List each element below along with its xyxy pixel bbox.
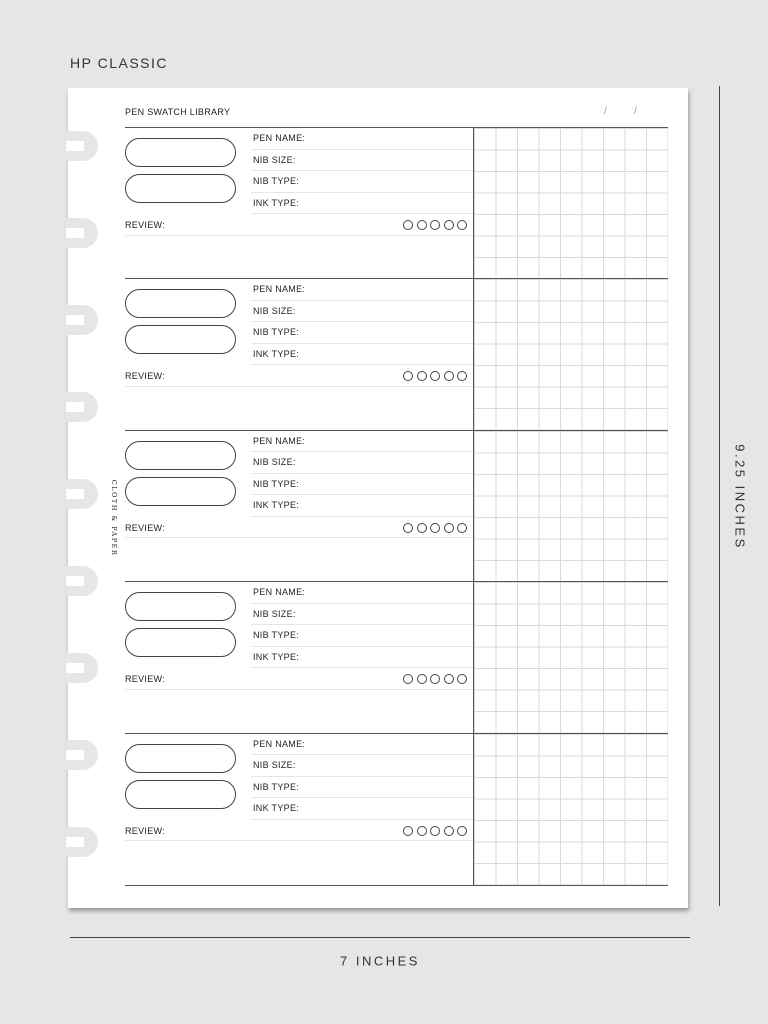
pen-name-field[interactable]: [251, 734, 473, 756]
nib-size-field[interactable]: [251, 755, 473, 777]
ink-type-label: INK TYPE:: [253, 651, 300, 662]
rating-circle[interactable]: [403, 220, 413, 230]
nib-type-label: NIB TYPE:: [253, 781, 300, 792]
ink-swatch-box[interactable]: [125, 780, 236, 809]
nib-size-label: NIB SIZE:: [253, 457, 296, 468]
rating-circle[interactable]: [457, 523, 467, 533]
nib-size-field[interactable]: [251, 604, 473, 626]
ink-type-label: INK TYPE:: [253, 197, 300, 208]
pen-name-label: PEN NAME:: [253, 284, 306, 295]
variant-label: HP CLASSIC: [70, 55, 168, 71]
rating-circle[interactable]: [403, 523, 413, 533]
ink-type-label: INK TYPE:: [253, 500, 300, 511]
nib-type-field[interactable]: [251, 625, 473, 647]
nib-size-label: NIB SIZE:: [253, 760, 296, 771]
ink-type-label: INK TYPE:: [253, 348, 300, 359]
ring-hole: [66, 131, 98, 161]
rating-circle[interactable]: [430, 674, 440, 684]
ink-swatch-box[interactable]: [125, 138, 236, 167]
ink-type-label: INK TYPE:: [253, 803, 300, 814]
review-label: REVIEW:: [125, 371, 165, 382]
rating-circle[interactable]: [403, 674, 413, 684]
swatch-entry: [125, 278, 668, 430]
rating-circle[interactable]: [457, 674, 467, 684]
width-dimension-line: [70, 937, 690, 938]
swatch-entry: [125, 430, 668, 582]
ring-hole: [66, 392, 98, 422]
ring-hole: [66, 827, 98, 857]
nib-type-field[interactable]: [251, 322, 473, 344]
height-dimension-label: 9.25 INCHES: [732, 444, 748, 550]
pen-name-label: PEN NAME:: [253, 435, 306, 446]
rating-circle[interactable]: [430, 220, 440, 230]
nib-type-label: NIB TYPE:: [253, 478, 300, 489]
ring-hole: [66, 305, 98, 335]
review-label: REVIEW:: [125, 825, 165, 836]
rating-circle[interactable]: [444, 523, 454, 533]
nib-size-label: NIB SIZE:: [253, 154, 296, 165]
ink-type-field[interactable]: [251, 344, 473, 366]
swatch-grid: [473, 582, 668, 733]
nib-size-field[interactable]: [251, 301, 473, 323]
ink-type-field[interactable]: [251, 798, 473, 820]
nib-size-field[interactable]: [251, 452, 473, 474]
ink-swatch-box[interactable]: [125, 174, 236, 203]
ink-type-field[interactable]: [251, 647, 473, 669]
rating-circles: [403, 371, 467, 381]
pen-name-field[interactable]: [251, 279, 473, 301]
ink-swatch-box[interactable]: [125, 325, 236, 354]
swatch-entry: [125, 127, 668, 279]
ink-swatch-box[interactable]: [125, 592, 236, 621]
rating-circle[interactable]: [430, 523, 440, 533]
pen-name-label: PEN NAME:: [253, 587, 306, 598]
ring-hole: [66, 566, 98, 596]
rating-circle[interactable]: [417, 220, 427, 230]
pen-name-label: PEN NAME:: [253, 738, 306, 749]
nib-type-field[interactable]: [251, 171, 473, 193]
swatch-entry: [125, 581, 668, 733]
nib-type-label: NIB TYPE:: [253, 327, 300, 338]
pen-name-field[interactable]: [251, 128, 473, 150]
pen-name-field[interactable]: [251, 582, 473, 604]
review-label: REVIEW:: [125, 220, 165, 230]
rating-circle[interactable]: [430, 826, 440, 836]
review-field[interactable]: [125, 668, 473, 690]
ink-swatch-box[interactable]: [125, 628, 236, 657]
pen-name-field[interactable]: [251, 431, 473, 453]
height-dimension-line: [719, 86, 720, 906]
swatch-grid: [473, 128, 668, 279]
rating-circles: [403, 674, 467, 684]
rating-circle[interactable]: [457, 371, 467, 381]
ink-type-field[interactable]: [251, 495, 473, 517]
nib-size-field[interactable]: [251, 150, 473, 172]
swatch-entry: [125, 733, 668, 886]
ring-hole: [66, 479, 98, 509]
ring-hole: [66, 740, 98, 770]
pen-name-label: PEN NAME:: [253, 133, 306, 143]
ring-hole: [66, 653, 98, 683]
rating-circle[interactable]: [457, 220, 467, 230]
rating-circle[interactable]: [417, 826, 427, 836]
nib-type-label: NIB TYPE:: [253, 176, 300, 186]
review-label: REVIEW:: [125, 674, 165, 685]
page-title: PEN SWATCH LIBRARY: [125, 107, 231, 117]
rating-circle[interactable]: [444, 371, 454, 381]
ink-swatch-box[interactable]: [125, 477, 236, 506]
rating-circles: [403, 220, 467, 230]
rating-circle[interactable]: [444, 220, 454, 230]
ink-type-field[interactable]: [251, 193, 473, 215]
review-label: REVIEW:: [125, 522, 165, 533]
rating-circles: [403, 826, 467, 836]
nib-size-label: NIB SIZE:: [253, 608, 296, 619]
rating-circles: [403, 523, 467, 533]
ink-swatch-box[interactable]: [125, 744, 236, 773]
review-field[interactable]: [125, 517, 473, 539]
rating-circle[interactable]: [403, 826, 413, 836]
nib-size-label: NIB SIZE:: [253, 305, 296, 316]
ring-hole: [66, 218, 98, 248]
review-field[interactable]: [125, 214, 473, 236]
nib-type-field[interactable]: [251, 474, 473, 496]
rating-circle[interactable]: [444, 674, 454, 684]
rating-circle[interactable]: [417, 674, 427, 684]
rating-circle[interactable]: [417, 523, 427, 533]
review-field[interactable]: [125, 365, 473, 387]
rating-circle[interactable]: [417, 371, 427, 381]
nib-type-field[interactable]: [251, 777, 473, 799]
nib-type-label: NIB TYPE:: [253, 630, 300, 641]
rating-circle[interactable]: [403, 371, 413, 381]
swatch-grid: [473, 734, 668, 885]
date-slash: /: [634, 106, 637, 117]
rating-circle[interactable]: [430, 371, 440, 381]
review-field[interactable]: [125, 820, 473, 842]
width-dimension-label: 7 INCHES: [340, 953, 420, 969]
rating-circle[interactable]: [444, 826, 454, 836]
ink-swatch-box[interactable]: [125, 289, 236, 318]
rating-circle[interactable]: [457, 826, 467, 836]
planner-page: [68, 88, 688, 908]
swatch-grid: [473, 279, 668, 430]
swatch-grid: [473, 431, 668, 582]
brand-logo: CLOTH & PAPER: [110, 479, 118, 557]
ink-swatch-box[interactable]: [125, 441, 236, 470]
date-slash: /: [604, 106, 607, 117]
